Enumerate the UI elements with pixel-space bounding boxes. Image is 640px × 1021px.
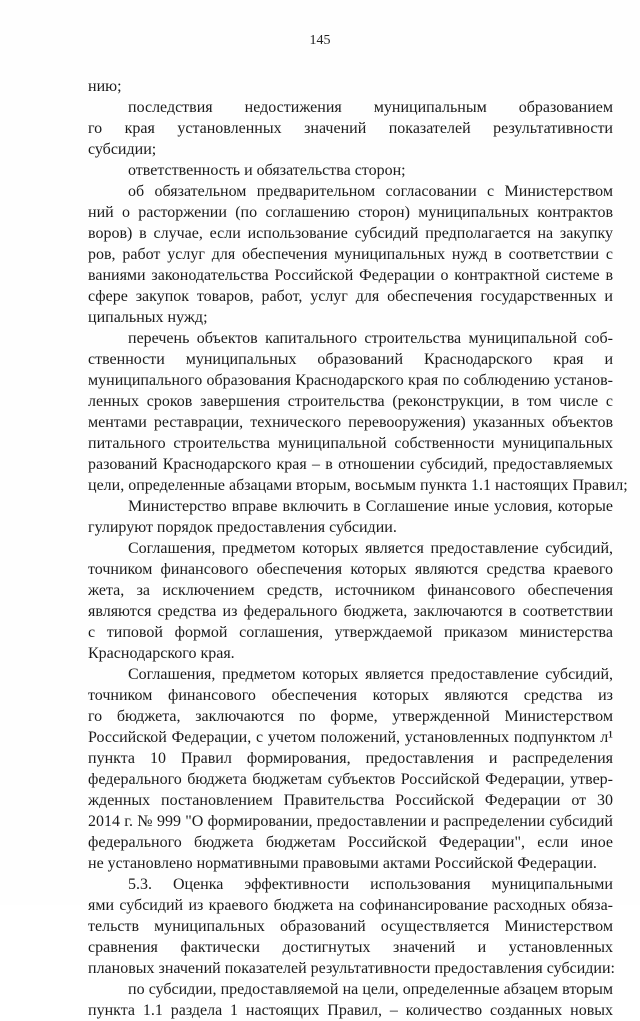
text-line: разований Краснодарского края – в отношении субсидий, предоставляемых: [88, 456, 613, 473]
page-number: 145: [309, 33, 331, 48]
text-line: воров) в случае, если использование субсидий предполагается на закупку: [88, 225, 613, 242]
text-line: ленных сроков завершения строительства (реконструкции, в том числе с: [88, 393, 613, 410]
text-line: с типовой формой соглашения, утверждаемой приказом министерства: [88, 624, 613, 641]
text-line: жденных постановлением Правительства Российской Федерации от 30: [88, 792, 613, 809]
text-line: являются средства из федерального бюджета, заключаются в соответствии: [88, 603, 613, 620]
text-line: ров, работ услуг для обеспечения муниципальных нужд в соответствии с: [88, 246, 613, 263]
text-line: ментами реставрации, технического перевооружения) указанных объектов: [88, 414, 613, 431]
text-line: сфере закупок товаров, работ, услуг для обеспечения государственных и: [88, 288, 613, 305]
text-line: го бюджета, заключаются по форме, утвержденной Министерством: [88, 708, 613, 725]
text-line: ваниями законодательства Российской Федерации о контрактной системе в: [88, 267, 613, 284]
text-line: ственности муниципальных образований Краснодарского края и: [88, 351, 613, 368]
text-line: по субсидии, предоставляемой на цели, определенные абзацем вторым: [128, 981, 613, 998]
text-line: жета, за исключением средств, источником финансового обеспечения: [88, 582, 613, 599]
text-line: цели, определенные абзацами вторым, восьмым пункта 1.1 настоящих Правил;: [88, 477, 628, 494]
text-line: пункта 1.1 раздела 1 настоящих Правил, – количество созданных новых: [88, 1002, 613, 1019]
text-line: го края установленных значений показателей результативности: [88, 120, 613, 137]
text-line: точником финансового обеспечения которых являются средства краевого: [88, 561, 613, 578]
text-line: гулируют порядок предоставления субсидии.: [88, 519, 397, 536]
text-line: 5.3. Оценка эффективности использования муниципальными: [128, 876, 613, 893]
text-line: ями субсидий из краевого бюджета на софинансирование расходных обяза-: [88, 897, 613, 914]
text-line: 2014 г. № 999 "О формировании, предоставлении и распределении субсидий: [88, 813, 613, 830]
text-line: плановых значений показателей результативности предоставления субсидии:: [88, 960, 615, 977]
text-line: Краснодарского края.: [88, 645, 235, 662]
text-line: об обязательном предварительном согласовании с Министерством: [128, 183, 613, 200]
text-line: тельств муниципальных образований осуществляется Министерством: [88, 918, 613, 935]
text-line: субсидии;: [88, 141, 157, 158]
text-line: федерального бюджета бюджетам Российской Федерации", если иное: [88, 834, 613, 851]
text-line: федерального бюджета бюджетам субъектов Российской Федерации, утвер-: [88, 771, 613, 788]
text-line: нию;: [88, 78, 122, 95]
text-line: ний о расторжении (по соглашению сторон) муниципальных контрактов: [88, 204, 613, 221]
text-line: точником финансового обеспечения которых являются средства из: [88, 687, 613, 704]
text-line: Соглашения, предметом которых является предоставление субсидий,: [128, 666, 613, 683]
text-line: Министерство вправе включить в Соглашение иные условия, которые: [128, 498, 613, 515]
text-line: Соглашения, предметом которых является предоставление субсидий,: [128, 540, 613, 557]
text-line: муниципального образования Краснодарского края по соблюдению установ-: [88, 372, 613, 389]
text-line: ципальных нужд;: [88, 309, 208, 326]
text-line: перечень объектов капитального строительства муниципальной соб-: [128, 330, 613, 347]
text-line: Российской Федерации, с учетом положений, установленных подпунктом л¹: [88, 729, 613, 746]
text-line: не установлено нормативными правовыми актами Российской Федерации.: [88, 855, 597, 872]
document-body: [88, 76, 628, 1021]
text-line: пункта 10 Правил формирования, предоставления и распределения: [88, 750, 613, 767]
text-line: ответственность и обязательства сторон;: [128, 162, 406, 179]
text-line: сравнения фактически достигнутых значений и установленных: [88, 939, 613, 956]
text-line: питального строительства муниципальной собственности муниципальных: [88, 435, 613, 452]
text-line: последствия недостижения муниципальным образованием: [128, 99, 613, 116]
